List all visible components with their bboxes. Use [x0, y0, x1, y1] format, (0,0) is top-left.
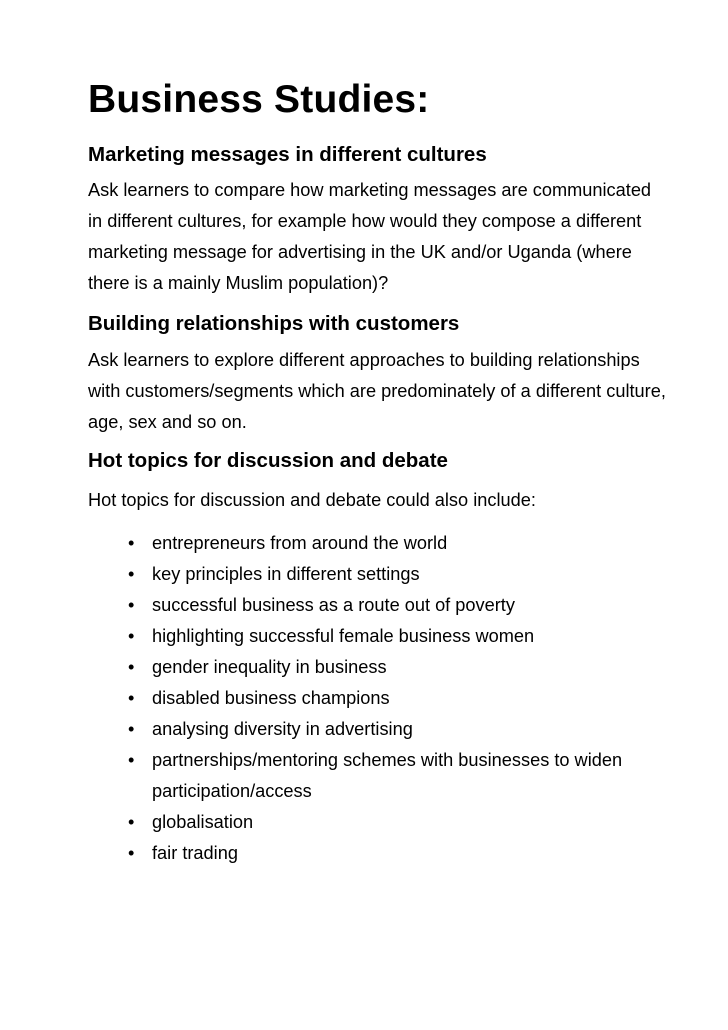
bullet-text: analysing diversity in advertising: [152, 719, 413, 739]
section-body-hot-topics: Hot topics for discussion and debate could also include:: [88, 490, 536, 510]
bullet-text: disabled business champions: [152, 688, 390, 708]
bullet-icon: •: [128, 626, 135, 646]
section-heading-building-relationships: Building relationships with customers: [88, 312, 460, 335]
bullet-text: entrepreneurs from around the world: [152, 533, 448, 553]
bullet-icon: •: [128, 688, 135, 708]
bullet-text: globalisation: [152, 812, 254, 832]
section-body-marketing-messages: Ask learners to compare how marketing messages are communicated in different cultures, for example how would they compose a different marketing message for advertising in the UK and/or Uganda (where there is a mainly Muslim population)?: [88, 180, 652, 293]
bullet-icon: •: [128, 812, 135, 832]
bullet-text: successful business as a route out of poverty: [152, 595, 515, 615]
bullet-item: [128, 621, 668, 652]
document-title: Business Studies:: [88, 78, 430, 121]
bullet-text: partnerships/mentoring schemes with businesses to widen participation/access: [152, 750, 623, 801]
bullet-item: [128, 528, 668, 559]
bullet-icon: •: [128, 843, 135, 863]
document-page: [88, 74, 668, 869]
bullet-item: [128, 714, 668, 745]
bullet-icon: •: [128, 564, 135, 584]
bullet-item: [128, 838, 668, 869]
bullet-icon: •: [128, 657, 135, 677]
bullet-item: [128, 807, 668, 838]
bullet-text: fair trading: [152, 843, 238, 863]
hot-topics-bullet-list: [88, 528, 668, 869]
bullet-text: key principles in different settings: [152, 564, 420, 584]
section-heading-hot-topics: Hot topics for discussion and debate: [88, 449, 448, 472]
bullet-icon: •: [128, 750, 135, 770]
bullet-item: [128, 683, 668, 714]
section-heading-marketing-messages: Marketing messages in different cultures: [88, 143, 487, 166]
bullet-item: [128, 559, 668, 590]
bullet-item: [128, 590, 668, 621]
bullet-text: highlighting successful female business women: [152, 626, 535, 646]
bullet-text: gender inequality in business: [152, 657, 387, 677]
bullet-item: [128, 652, 668, 683]
bullet-icon: •: [128, 533, 135, 553]
section-body-building-relationships: Ask learners to explore different approaches to building relationships with customers/segments which are predominately of a different culture, age, sex and so on.: [88, 350, 666, 432]
bullet-icon: •: [128, 595, 135, 615]
bullet-item: [128, 745, 668, 807]
bullet-icon: •: [128, 719, 135, 739]
